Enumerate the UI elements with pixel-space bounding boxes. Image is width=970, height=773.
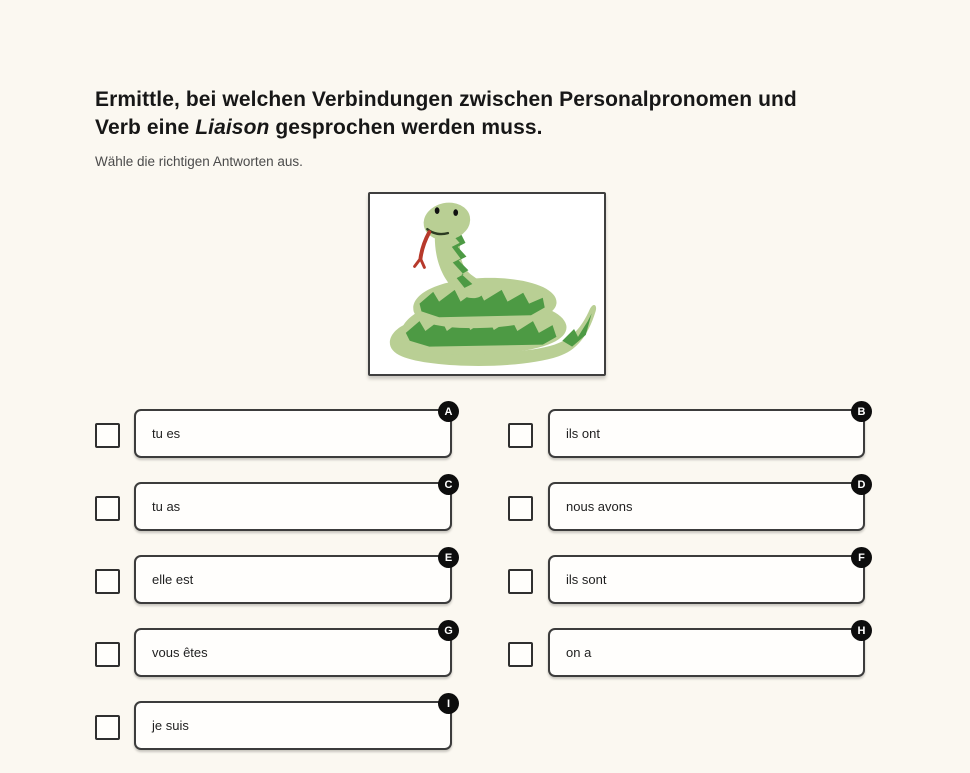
option-label: ils sont — [566, 572, 607, 587]
option-box-a[interactable] — [134, 405, 453, 458]
task-title-text-end: gesprochen werden muss. — [269, 116, 543, 139]
checkbox-option-h[interactable] — [508, 642, 533, 667]
option-letter-badge: A — [438, 401, 459, 422]
checkbox-option-f[interactable] — [508, 569, 533, 594]
checkbox-option-a[interactable] — [95, 423, 120, 448]
snake-illustration — [370, 194, 604, 374]
option-letter-badge: D — [851, 474, 872, 495]
option-label: elle est — [152, 572, 194, 587]
option-box-f[interactable] — [548, 551, 865, 604]
task-title-italic-word: Liaison — [195, 116, 270, 139]
option-letter-badge: E — [438, 547, 459, 568]
option-label: on a — [566, 645, 592, 660]
option-box-d[interactable] — [548, 478, 866, 531]
option-letter-badge: H — [851, 620, 872, 641]
option-label: je suis — [152, 718, 189, 733]
option-label: nous avons — [566, 499, 633, 514]
option-letter-badge: G — [438, 620, 459, 641]
option-box-g[interactable] — [134, 624, 453, 677]
checkbox-option-i[interactable] — [95, 715, 120, 740]
task-title — [95, 86, 830, 142]
option-label: tu es — [152, 426, 181, 441]
option-box-b[interactable] — [548, 405, 866, 458]
option-letter-badge: C — [438, 474, 459, 495]
task-title-text: Ermittle, bei welchen Verbindungen zwischen Personalpronomen und Verb eine — [95, 88, 797, 139]
checkbox-option-g[interactable] — [95, 642, 120, 667]
illustration-frame — [368, 192, 606, 376]
option-letter-badge: B — [851, 401, 872, 422]
option-label: tu as — [152, 499, 181, 514]
checkbox-option-d[interactable] — [508, 496, 533, 521]
option-box-i[interactable] — [134, 697, 452, 750]
option-letter-badge: I — [438, 693, 459, 714]
option-box-c[interactable] — [134, 478, 453, 531]
option-box-e[interactable] — [134, 551, 453, 604]
option-label: vous êtes — [152, 645, 208, 660]
option-letter-badge: F — [851, 547, 872, 568]
task-subtitle: Wähle die richtigen Antworten aus. — [95, 154, 303, 169]
option-label: ils ont — [566, 426, 600, 441]
option-box-h[interactable] — [548, 624, 866, 677]
checkbox-option-b[interactable] — [508, 423, 533, 448]
checkbox-option-c[interactable] — [95, 496, 120, 521]
checkbox-option-e[interactable] — [95, 569, 120, 594]
